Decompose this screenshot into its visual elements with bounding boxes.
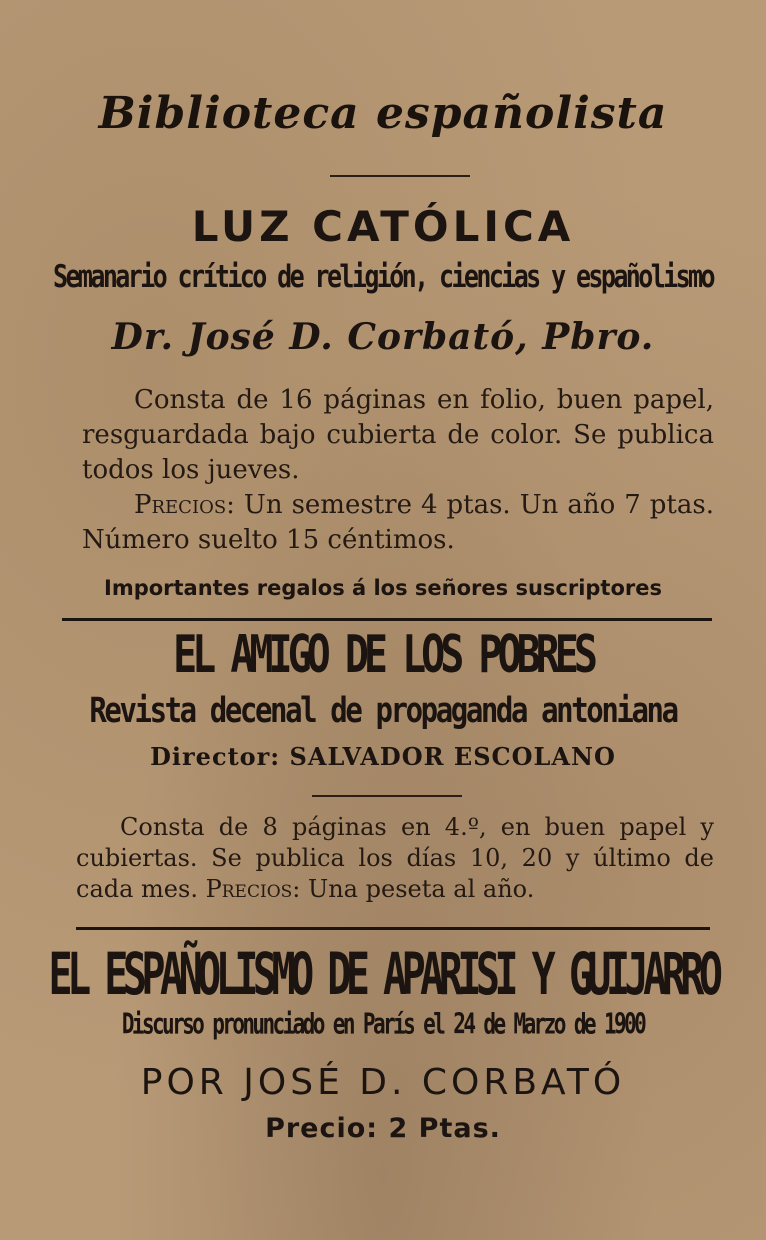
espanolismo-author: POR JOSÉ D. CORBATÓ: [140, 1062, 626, 1103]
luz-catolica-director: Dr. José D. Corbató, Pbro.: [111, 316, 655, 358]
title-divider: [330, 175, 470, 177]
espanolismo-subtitle: Discurso pronunciado en París el 24 de Marzo de 1900: [121, 1007, 645, 1041]
amigo-body: [76, 812, 714, 905]
luz-catolica-prices: [82, 488, 714, 558]
amigo-director: Director: SALVADOR ESCOLANO: [150, 742, 616, 771]
prices-label: Precios:: [134, 490, 235, 520]
amigo-description-prices: [76, 812, 714, 905]
espanolismo-price: Precio: 2 Ptas.: [265, 1113, 501, 1144]
section-divider-2: [76, 927, 710, 930]
section-divider-1: [62, 618, 712, 621]
series-title: Biblioteca españolista: [98, 88, 668, 139]
amigo-description: Consta de 8 páginas en 4.º, en buen papel y cubiertas. Se publica los días 10, 20 y último de cada mes.: [76, 813, 714, 903]
amigo-title: EL AMIGO DE LOS POBRES: [173, 625, 593, 685]
amigo-divider: [312, 795, 462, 797]
luz-catolica-subtitle: Semanario crítico de religión, ciencias y españolismo: [53, 258, 713, 295]
prices-text: Un semestre 4 ptas. Un año 7 ptas. Número suelto 15 céntimos.: [82, 490, 714, 555]
luz-catolica-body: [82, 383, 714, 558]
amigo-prices-label: Precios:: [205, 875, 301, 903]
luz-catolica-description: Consta de 16 páginas en folio, buen papel, resguardada bajo cubierta de color. Se publica todos los jueves.: [82, 385, 714, 485]
espanolismo-title: EL ESPAÑOLISMO DE APARISI Y GUIJARRO: [48, 941, 718, 1009]
luz-catolica-title: LUZ CATÓLICA: [191, 202, 575, 251]
amigo-subtitle: Revista decenal de propaganda antoniana: [89, 689, 677, 731]
gifts-notice: Importantes regalos á los señores suscriptores: [104, 576, 662, 600]
amigo-prices-text: Una peseta al año.: [308, 875, 535, 903]
